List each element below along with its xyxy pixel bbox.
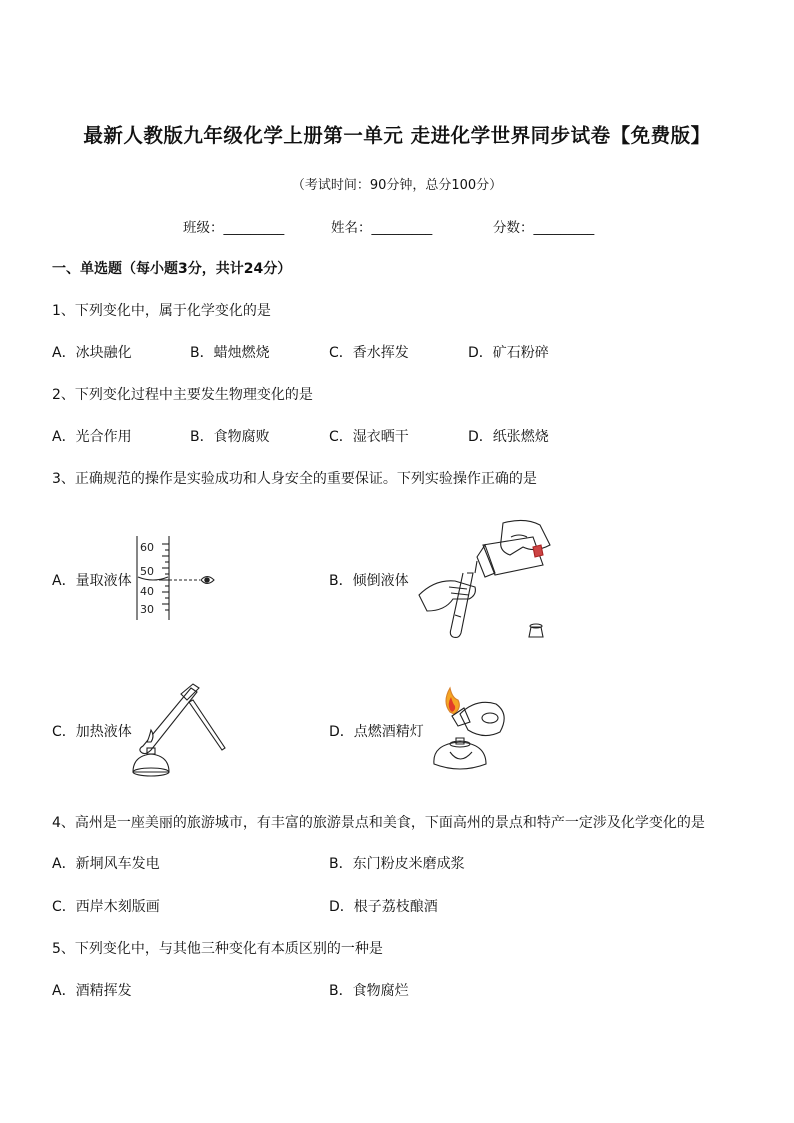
upright-lamp [434, 738, 486, 769]
flame-icon [446, 688, 459, 714]
option-a: A．量取液体 [52, 573, 132, 589]
page-title: 最新人教版九年级化学上册第一单元 走进化学世界同步试卷【免费版】 [83, 124, 711, 147]
option-c: C．香水挥发 [329, 345, 409, 361]
score-field: 分数：_________ [493, 220, 595, 236]
tick-label: 40 [140, 585, 154, 598]
option-d: D．点燃酒精灯 [329, 724, 424, 740]
eye-icon [201, 577, 214, 584]
tick-label: 50 [140, 565, 154, 578]
tilted-lamp [452, 702, 504, 735]
option-d: D．纸张燃烧 [468, 429, 549, 445]
class-field: 班级：_________ [183, 220, 285, 236]
question-stem: 3、正确规范的操作是实验成功和人身安全的重要保证。下列实验操作正确的是 [52, 471, 537, 487]
question-stem: 5、下列变化中，与其他三种变化有本质区别的一种是 [52, 941, 383, 957]
question-stem: 2、下列变化过程中主要发生物理变化的是 [52, 387, 313, 403]
lower-hand [419, 581, 475, 611]
option-a: A．光合作用 [52, 429, 132, 445]
name-field: 姓名：_________ [331, 220, 433, 236]
option-b: B．东门粉皮米磨成浆 [329, 856, 465, 872]
option-c: C．西岸木刻版画 [52, 899, 160, 915]
question-stem: 1、下列变化中，属于化学变化的是 [52, 303, 271, 319]
question-stem: 4、高州是一座美丽的旅游城市，有丰富的旅游景点和美食，下面高州的景点和特产一定涉及化学变化的是 [52, 815, 705, 831]
tube-holder [181, 684, 225, 750]
tick-label: 60 [140, 541, 154, 554]
reagent-bottle [477, 537, 543, 577]
section-heading: 一、单选题（每小题3分，共计24分） [52, 261, 292, 277]
heating-figure [125, 680, 235, 785]
option-c: C．加热液体 [52, 724, 132, 740]
tick-label: 30 [140, 603, 154, 616]
option-d: D．矿石粉碎 [468, 345, 549, 361]
option-a: A．酒精挥发 [52, 983, 132, 999]
option-b: B．蜡烛燃烧 [190, 345, 270, 361]
liquid-stream [475, 561, 477, 573]
pouring-figure [415, 515, 555, 645]
option-b: B．食物腐烂 [329, 983, 409, 999]
alcohol-lamp [133, 748, 169, 776]
option-d: D．根子荔枝酿酒 [329, 899, 438, 915]
option-c: C．湿衣晒干 [329, 429, 409, 445]
option-a: A．新垌风车发电 [52, 856, 160, 872]
exam-meta: （考试时间：90分钟，总分100分） [291, 178, 503, 193]
bottle-stopper [529, 624, 543, 637]
option-b: B．倾倒液体 [329, 573, 409, 589]
option-b: B．食物腐败 [190, 429, 270, 445]
cylinder-figure [128, 530, 223, 622]
option-a: A．冰块融化 [52, 345, 132, 361]
lamp-lighting-figure [420, 682, 520, 782]
